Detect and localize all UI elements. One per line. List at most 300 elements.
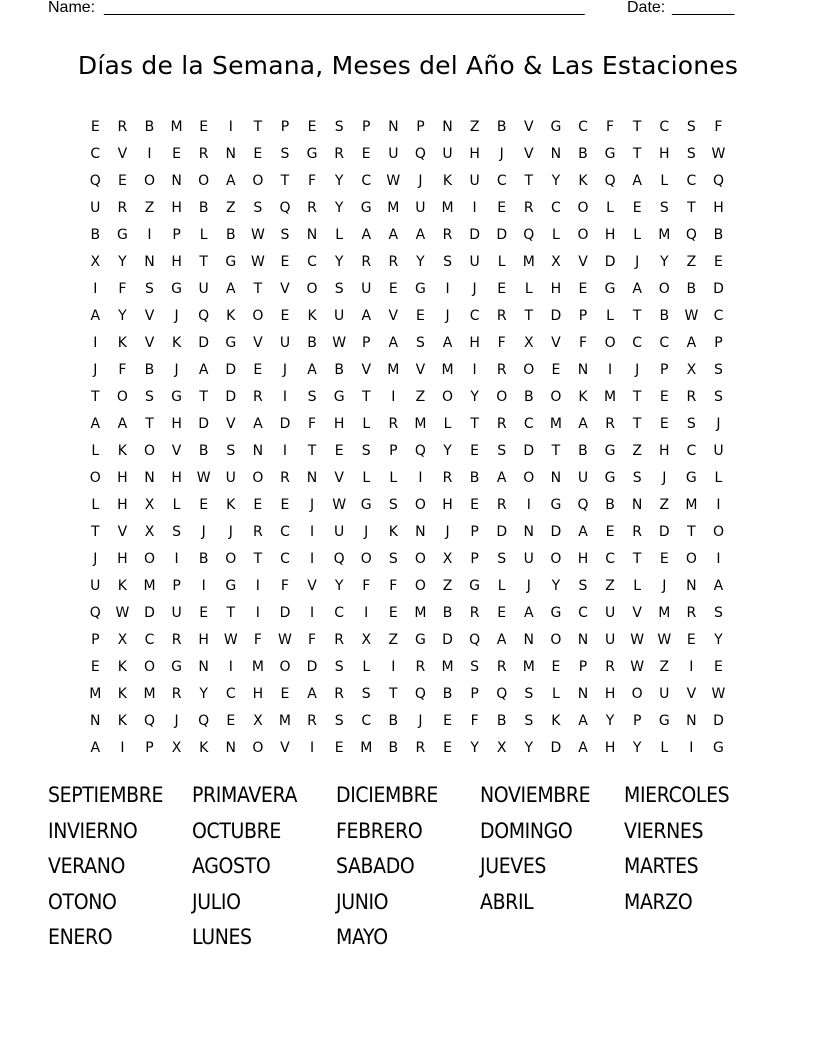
grid-letter[interactable]: E bbox=[714, 254, 724, 270]
grid-letter[interactable]: G bbox=[550, 605, 562, 621]
grid-letter[interactable]: P bbox=[389, 443, 399, 459]
grid-letter[interactable]: G bbox=[658, 713, 671, 729]
grid-letter[interactable]: T bbox=[632, 146, 642, 162]
grid-letter[interactable]: O bbox=[550, 551, 562, 567]
grid-letter[interactable]: E bbox=[659, 551, 670, 567]
grid-letter[interactable]: H bbox=[604, 227, 616, 243]
grid-letter[interactable]: B bbox=[442, 605, 453, 621]
grid-letter[interactable]: O bbox=[143, 551, 156, 567]
grid-letter[interactable]: I bbox=[418, 470, 423, 486]
grid-letter[interactable]: C bbox=[334, 605, 345, 621]
grid-letter[interactable]: F bbox=[308, 173, 317, 189]
grid-letter[interactable]: N bbox=[90, 713, 102, 729]
grid-letter[interactable]: N bbox=[577, 362, 589, 378]
grid-letter[interactable]: X bbox=[551, 254, 562, 270]
grid-letter[interactable]: R bbox=[442, 227, 453, 243]
grid-letter[interactable]: Z bbox=[469, 119, 480, 135]
grid-letter[interactable]: E bbox=[470, 497, 480, 513]
grid-letter[interactable]: Z bbox=[632, 443, 643, 459]
grid-letter[interactable]: B bbox=[578, 443, 589, 459]
grid-letter[interactable]: T bbox=[199, 389, 209, 405]
grid-letter[interactable]: S bbox=[334, 119, 345, 135]
grid-letter[interactable]: H bbox=[252, 686, 264, 702]
grid-letter[interactable]: Q bbox=[414, 443, 427, 459]
grid-letter[interactable]: B bbox=[686, 281, 697, 297]
grid-letter[interactable]: E bbox=[443, 740, 453, 756]
grid-letter[interactable]: A bbox=[442, 335, 453, 351]
grid-letter[interactable]: W bbox=[711, 686, 726, 702]
grid-letter[interactable]: G bbox=[685, 470, 698, 486]
grid-letter[interactable]: M bbox=[658, 227, 671, 243]
grid-letter[interactable]: V bbox=[334, 470, 345, 486]
grid-letter[interactable]: Z bbox=[442, 578, 453, 594]
grid-letter[interactable]: S bbox=[334, 281, 345, 297]
grid-letter[interactable]: O bbox=[225, 551, 237, 567]
grid-letter[interactable]: K bbox=[117, 713, 128, 729]
grid-letter[interactable]: G bbox=[550, 497, 562, 513]
grid-letter[interactable]: Y bbox=[524, 740, 534, 756]
grid-letter[interactable]: L bbox=[551, 227, 561, 243]
grid-letter[interactable]: O bbox=[523, 470, 535, 486]
grid-letter[interactable]: D bbox=[496, 227, 508, 243]
grid-letter[interactable]: R bbox=[469, 605, 480, 621]
grid-letter[interactable]: E bbox=[659, 416, 670, 432]
grid-letter[interactable]: M bbox=[251, 659, 265, 675]
grid-letter[interactable]: P bbox=[362, 335, 371, 351]
grid-letter[interactable]: A bbox=[361, 308, 372, 324]
grid-letter[interactable]: U bbox=[577, 470, 589, 486]
grid-letter[interactable]: H bbox=[117, 551, 129, 567]
grid-letter[interactable]: L bbox=[443, 416, 452, 432]
grid-letter[interactable]: N bbox=[523, 524, 535, 540]
grid-letter[interactable]: I bbox=[174, 551, 180, 567]
grid-letter[interactable]: Y bbox=[416, 254, 426, 270]
grid-letter[interactable]: E bbox=[90, 659, 101, 675]
grid-letter[interactable]: W bbox=[115, 605, 130, 621]
grid-letter[interactable]: E bbox=[361, 146, 372, 162]
grid-letter[interactable]: R bbox=[280, 470, 291, 486]
grid-letter[interactable]: G bbox=[306, 146, 318, 162]
grid-letter[interactable]: K bbox=[578, 389, 589, 405]
grid-letter[interactable]: A bbox=[90, 416, 101, 432]
grid-letter[interactable]: I bbox=[391, 659, 396, 675]
grid-letter[interactable]: V bbox=[578, 254, 589, 270]
grid-letter[interactable]: I bbox=[309, 605, 315, 621]
grid-letter[interactable]: M bbox=[604, 389, 617, 405]
grid-letter[interactable]: L bbox=[606, 200, 615, 216]
grid-letter[interactable]: G bbox=[116, 227, 129, 243]
grid-letter[interactable]: A bbox=[578, 416, 589, 432]
grid-letter[interactable]: U bbox=[171, 605, 183, 621]
grid-letter[interactable]: B bbox=[144, 362, 155, 378]
grid-letter[interactable]: R bbox=[307, 713, 318, 729]
grid-letter[interactable]: O bbox=[414, 497, 427, 513]
grid-letter[interactable]: I bbox=[391, 389, 396, 405]
grid-letter[interactable]: L bbox=[714, 470, 723, 486]
grid-letter[interactable]: O bbox=[414, 578, 427, 594]
grid-letter[interactable]: R bbox=[496, 416, 508, 432]
grid-letter[interactable]: B bbox=[198, 443, 209, 459]
grid-letter[interactable]: T bbox=[632, 416, 642, 432]
grid-letter[interactable]: X bbox=[117, 632, 128, 648]
date-blank-line[interactable]: _______ bbox=[672, 0, 735, 16]
grid-letter[interactable]: F bbox=[578, 335, 588, 351]
grid-letter[interactable]: R bbox=[171, 632, 182, 648]
grid-letter[interactable]: F bbox=[470, 713, 480, 729]
grid-letter[interactable]: E bbox=[714, 659, 724, 675]
grid-letter[interactable]: H bbox=[117, 497, 129, 513]
grid-letter[interactable]: R bbox=[686, 605, 697, 621]
grid-letter[interactable]: O bbox=[143, 659, 156, 675]
grid-letter[interactable]: O bbox=[658, 281, 671, 297]
grid-letter[interactable]: H bbox=[604, 740, 616, 756]
grid-letter[interactable]: C bbox=[280, 551, 291, 567]
grid-letter[interactable]: K bbox=[117, 578, 128, 594]
grid-letter[interactable]: F bbox=[308, 416, 317, 432]
grid-letter[interactable]: G bbox=[604, 470, 616, 486]
grid-letter[interactable]: A bbox=[117, 416, 128, 432]
grid-letter[interactable]: Y bbox=[470, 389, 480, 405]
grid-letter[interactable]: M bbox=[441, 362, 455, 378]
grid-letter[interactable]: E bbox=[307, 119, 317, 135]
grid-letter[interactable]: I bbox=[716, 551, 722, 567]
grid-letter[interactable]: B bbox=[496, 713, 507, 729]
grid-letter[interactable]: E bbox=[280, 308, 290, 324]
grid-letter[interactable]: G bbox=[225, 578, 237, 594]
grid-letter[interactable]: H bbox=[577, 551, 589, 567]
grid-letter[interactable]: A bbox=[361, 227, 372, 243]
grid-letter[interactable]: E bbox=[199, 497, 209, 513]
grid-letter[interactable]: S bbox=[497, 551, 507, 567]
grid-letter[interactable]: H bbox=[550, 281, 562, 297]
grid-letter[interactable]: S bbox=[334, 659, 345, 675]
grid-letter[interactable]: S bbox=[714, 605, 724, 621]
grid-letter[interactable]: A bbox=[632, 281, 643, 297]
grid-letter[interactable]: Y bbox=[659, 254, 670, 270]
grid-letter[interactable]: O bbox=[550, 389, 562, 405]
grid-letter[interactable]: C bbox=[632, 335, 643, 351]
grid-letter[interactable]: X bbox=[361, 632, 372, 648]
grid-letter[interactable]: S bbox=[145, 281, 155, 297]
grid-letter[interactable]: N bbox=[523, 632, 535, 648]
grid-letter[interactable]: C bbox=[686, 443, 697, 459]
grid-letter[interactable]: R bbox=[442, 470, 453, 486]
grid-letter[interactable]: Y bbox=[605, 713, 615, 729]
grid-letter[interactable]: F bbox=[253, 632, 263, 648]
grid-letter[interactable]: N bbox=[550, 470, 562, 486]
grid-letter[interactable]: D bbox=[225, 389, 237, 405]
grid-letter[interactable]: S bbox=[524, 713, 534, 729]
grid-letter[interactable]: U bbox=[198, 281, 210, 297]
grid-letter[interactable]: T bbox=[253, 551, 263, 567]
grid-letter[interactable]: S bbox=[470, 659, 480, 675]
grid-letter[interactable]: J bbox=[364, 524, 369, 540]
grid-letter[interactable]: U bbox=[604, 605, 616, 621]
grid-letter[interactable]: S bbox=[280, 227, 290, 243]
grid-letter[interactable]: U bbox=[334, 524, 345, 540]
grid-letter[interactable]: D bbox=[550, 524, 562, 540]
grid-letter[interactable]: R bbox=[117, 119, 128, 135]
grid-letter[interactable]: R bbox=[117, 200, 128, 216]
grid-letter[interactable]: J bbox=[418, 173, 423, 189]
grid-letter[interactable]: D bbox=[306, 659, 318, 675]
grid-letter[interactable]: P bbox=[470, 686, 480, 702]
grid-letter[interactable]: Q bbox=[414, 686, 427, 702]
grid-letter[interactable]: C bbox=[605, 551, 616, 567]
grid-letter[interactable]: R bbox=[334, 632, 345, 648]
grid-letter[interactable]: R bbox=[307, 200, 318, 216]
grid-letter[interactable]: L bbox=[362, 470, 371, 486]
grid-letter[interactable]: E bbox=[443, 713, 453, 729]
grid-letter[interactable]: E bbox=[388, 281, 399, 297]
grid-letter[interactable]: V bbox=[280, 740, 291, 756]
grid-letter[interactable]: R bbox=[198, 146, 210, 162]
grid-letter[interactable]: L bbox=[362, 659, 371, 675]
grid-letter[interactable]: K bbox=[442, 173, 453, 189]
grid-letter[interactable]: E bbox=[90, 119, 101, 135]
grid-letter[interactable]: R bbox=[361, 254, 372, 270]
grid-letter[interactable]: A bbox=[388, 335, 399, 351]
grid-letter[interactable]: E bbox=[117, 173, 128, 189]
grid-letter[interactable]: E bbox=[470, 443, 480, 459]
grid-letter[interactable]: P bbox=[714, 335, 724, 351]
grid-letter[interactable]: L bbox=[335, 227, 344, 243]
grid-letter[interactable]: P bbox=[145, 740, 155, 756]
grid-letter[interactable]: S bbox=[388, 497, 399, 513]
grid-letter[interactable]: Z bbox=[686, 254, 697, 270]
grid-letter[interactable]: G bbox=[171, 659, 183, 675]
grid-letter[interactable]: O bbox=[252, 740, 264, 756]
grid-letter[interactable]: T bbox=[551, 443, 561, 459]
grid-letter[interactable]: I bbox=[309, 524, 315, 540]
grid-letter[interactable]: A bbox=[225, 281, 237, 297]
grid-letter[interactable]: N bbox=[577, 686, 589, 702]
grid-letter[interactable]: I bbox=[120, 740, 125, 756]
grid-letter[interactable]: C bbox=[144, 632, 155, 648]
grid-letter[interactable]: R bbox=[632, 524, 643, 540]
grid-letter[interactable]: L bbox=[660, 740, 669, 756]
grid-letter[interactable]: J bbox=[499, 146, 505, 162]
grid-letter[interactable]: Z bbox=[144, 200, 155, 216]
grid-letter[interactable]: K bbox=[171, 335, 182, 351]
grid-letter[interactable]: K bbox=[117, 659, 128, 675]
grid-letter[interactable]: P bbox=[578, 659, 588, 675]
grid-letter[interactable]: G bbox=[604, 281, 616, 297]
grid-letter[interactable]: H bbox=[171, 416, 183, 432]
grid-letter[interactable]: U bbox=[442, 146, 454, 162]
grid-letter[interactable]: R bbox=[496, 659, 508, 675]
grid-letter[interactable]: H bbox=[659, 443, 671, 459]
grid-letter[interactable]: W bbox=[711, 146, 726, 162]
grid-letter[interactable]: B bbox=[388, 713, 399, 729]
grid-letter[interactable]: T bbox=[632, 551, 642, 567]
grid-letter[interactable]: O bbox=[523, 362, 535, 378]
grid-letter[interactable]: R bbox=[496, 497, 508, 513]
grid-letter[interactable]: P bbox=[91, 632, 101, 648]
grid-letter[interactable]: I bbox=[147, 227, 153, 243]
grid-letter[interactable]: T bbox=[687, 200, 697, 216]
grid-letter[interactable]: C bbox=[361, 713, 372, 729]
grid-letter[interactable]: T bbox=[253, 119, 263, 135]
grid-letter[interactable]: E bbox=[497, 200, 507, 216]
grid-letter[interactable]: H bbox=[171, 200, 183, 216]
grid-letter[interactable]: P bbox=[362, 119, 371, 135]
grid-letter[interactable]: G bbox=[360, 497, 373, 513]
grid-letter[interactable]: I bbox=[472, 200, 478, 216]
grid-letter[interactable]: I bbox=[309, 551, 315, 567]
grid-letter[interactable]: B bbox=[225, 227, 237, 243]
grid-letter[interactable]: I bbox=[255, 578, 261, 594]
grid-letter[interactable]: Q bbox=[414, 146, 427, 162]
grid-letter[interactable]: K bbox=[226, 497, 236, 513]
grid-letter[interactable]: U bbox=[225, 470, 237, 486]
grid-letter[interactable]: F bbox=[606, 119, 615, 135]
grid-letter[interactable]: O bbox=[279, 659, 291, 675]
grid-letter[interactable]: P bbox=[416, 119, 426, 135]
grid-letter[interactable]: I bbox=[689, 740, 694, 756]
grid-letter[interactable]: M bbox=[522, 254, 536, 270]
grid-letter[interactable]: O bbox=[89, 470, 102, 486]
grid-letter[interactable]: N bbox=[442, 119, 454, 135]
grid-letter[interactable]: R bbox=[686, 389, 697, 405]
grid-letter[interactable]: W bbox=[223, 632, 239, 648]
grid-letter[interactable]: U bbox=[523, 551, 535, 567]
grid-letter[interactable]: Q bbox=[198, 713, 210, 729]
grid-letter[interactable]: H bbox=[198, 632, 210, 648]
grid-letter[interactable]: E bbox=[497, 281, 507, 297]
grid-letter[interactable]: B bbox=[388, 740, 399, 756]
grid-letter[interactable]: Y bbox=[334, 173, 344, 189]
grid-letter[interactable]: U bbox=[279, 335, 291, 351]
grid-letter[interactable]: P bbox=[660, 362, 669, 378]
grid-letter[interactable]: F bbox=[389, 578, 398, 594]
grid-letter[interactable]: E bbox=[253, 497, 263, 513]
grid-letter[interactable]: C bbox=[280, 524, 291, 540]
grid-letter[interactable]: T bbox=[91, 389, 101, 405]
grid-letter[interactable]: A bbox=[388, 227, 399, 243]
grid-letter[interactable]: X bbox=[144, 497, 155, 513]
grid-letter[interactable]: Z bbox=[659, 497, 670, 513]
grid-letter[interactable]: O bbox=[143, 173, 156, 189]
grid-letter[interactable]: A bbox=[686, 335, 697, 351]
grid-letter[interactable]: V bbox=[144, 335, 155, 351]
grid-letter[interactable]: G bbox=[414, 281, 427, 297]
grid-letter[interactable]: M bbox=[441, 659, 455, 675]
grid-letter[interactable]: Q bbox=[496, 686, 508, 702]
grid-letter[interactable]: F bbox=[714, 119, 723, 135]
grid-letter[interactable]: J bbox=[201, 524, 207, 540]
grid-letter[interactable]: J bbox=[635, 362, 640, 378]
grid-letter[interactable]: O bbox=[577, 200, 589, 216]
grid-letter[interactable]: G bbox=[469, 578, 481, 594]
grid-letter[interactable]: M bbox=[278, 713, 292, 729]
grid-letter[interactable]: B bbox=[659, 308, 670, 324]
grid-letter[interactable]: S bbox=[686, 416, 697, 432]
grid-letter[interactable]: K bbox=[117, 335, 128, 351]
grid-letter[interactable]: S bbox=[632, 470, 643, 486]
grid-letter[interactable]: L bbox=[362, 416, 371, 432]
grid-letter[interactable]: R bbox=[388, 416, 399, 432]
grid-letter[interactable]: W bbox=[250, 254, 266, 270]
grid-letter[interactable]: A bbox=[253, 416, 264, 432]
grid-letter[interactable]: I bbox=[526, 497, 532, 513]
grid-letter[interactable]: N bbox=[388, 119, 400, 135]
grid-letter[interactable]: P bbox=[280, 119, 290, 135]
grid-letter[interactable]: Z bbox=[605, 578, 616, 594]
grid-letter[interactable]: O bbox=[252, 173, 264, 189]
grid-letter[interactable]: W bbox=[332, 497, 347, 513]
grid-letter[interactable]: Y bbox=[632, 740, 642, 756]
grid-letter[interactable]: K bbox=[551, 713, 561, 729]
grid-letter[interactable]: N bbox=[631, 497, 643, 513]
grid-letter[interactable]: D bbox=[198, 416, 210, 432]
grid-letter[interactable]: F bbox=[118, 362, 127, 378]
grid-letter[interactable]: M bbox=[441, 200, 455, 216]
grid-letter[interactable]: A bbox=[578, 524, 589, 540]
grid-letter[interactable]: F bbox=[308, 632, 317, 648]
grid-letter[interactable]: X bbox=[442, 551, 453, 567]
grid-letter[interactable]: Y bbox=[334, 200, 344, 216]
grid-letter[interactable]: E bbox=[253, 146, 263, 162]
grid-letter[interactable]: E bbox=[280, 254, 290, 270]
grid-letter[interactable]: T bbox=[524, 173, 534, 189]
grid-letter[interactable]: V bbox=[117, 146, 128, 162]
grid-letter[interactable]: T bbox=[226, 605, 236, 621]
grid-letter[interactable]: M bbox=[549, 416, 563, 432]
grid-letter[interactable]: V bbox=[280, 281, 291, 297]
grid-letter[interactable]: C bbox=[90, 146, 101, 162]
grid-letter[interactable]: Q bbox=[333, 551, 346, 567]
grid-letter[interactable]: J bbox=[174, 713, 180, 729]
grid-letter[interactable]: J bbox=[635, 254, 640, 270]
grid-letter[interactable]: L bbox=[199, 227, 209, 243]
grid-letter[interactable]: T bbox=[470, 416, 480, 432]
grid-letter[interactable]: R bbox=[415, 740, 426, 756]
grid-letter[interactable]: B bbox=[307, 335, 318, 351]
grid-letter[interactable]: Z bbox=[659, 659, 670, 675]
grid-letter[interactable]: P bbox=[470, 524, 480, 540]
grid-letter[interactable]: H bbox=[469, 146, 481, 162]
grid-letter[interactable]: E bbox=[280, 686, 290, 702]
grid-letter[interactable]: E bbox=[551, 659, 561, 675]
grid-letter[interactable]: B bbox=[713, 227, 724, 243]
grid-letter[interactable]: S bbox=[497, 443, 507, 459]
grid-letter[interactable]: H bbox=[117, 470, 129, 486]
grid-letter[interactable]: L bbox=[497, 254, 507, 270]
grid-letter[interactable]: M bbox=[143, 578, 157, 594]
grid-letter[interactable]: L bbox=[172, 497, 181, 513]
grid-letter[interactable]: S bbox=[686, 119, 697, 135]
grid-letter[interactable]: E bbox=[172, 146, 182, 162]
grid-letter[interactable]: O bbox=[604, 335, 617, 351]
grid-letter[interactable]: O bbox=[360, 551, 373, 567]
grid-letter[interactable]: Q bbox=[89, 605, 102, 621]
grid-letter[interactable]: Y bbox=[470, 740, 480, 756]
grid-letter[interactable]: V bbox=[686, 686, 697, 702]
grid-letter[interactable]: I bbox=[282, 443, 288, 459]
grid-letter[interactable]: O bbox=[252, 308, 264, 324]
grid-letter[interactable]: H bbox=[713, 200, 725, 216]
grid-letter[interactable]: D bbox=[144, 605, 156, 621]
grid-letter[interactable]: D bbox=[469, 227, 481, 243]
grid-letter[interactable]: P bbox=[578, 308, 588, 324]
grid-letter[interactable]: R bbox=[171, 686, 182, 702]
grid-letter[interactable]: O bbox=[496, 389, 508, 405]
grid-letter[interactable]: Q bbox=[604, 173, 617, 189]
grid-letter[interactable]: N bbox=[144, 470, 156, 486]
grid-letter[interactable]: E bbox=[659, 389, 670, 405]
grid-letter[interactable]: P bbox=[172, 227, 182, 243]
